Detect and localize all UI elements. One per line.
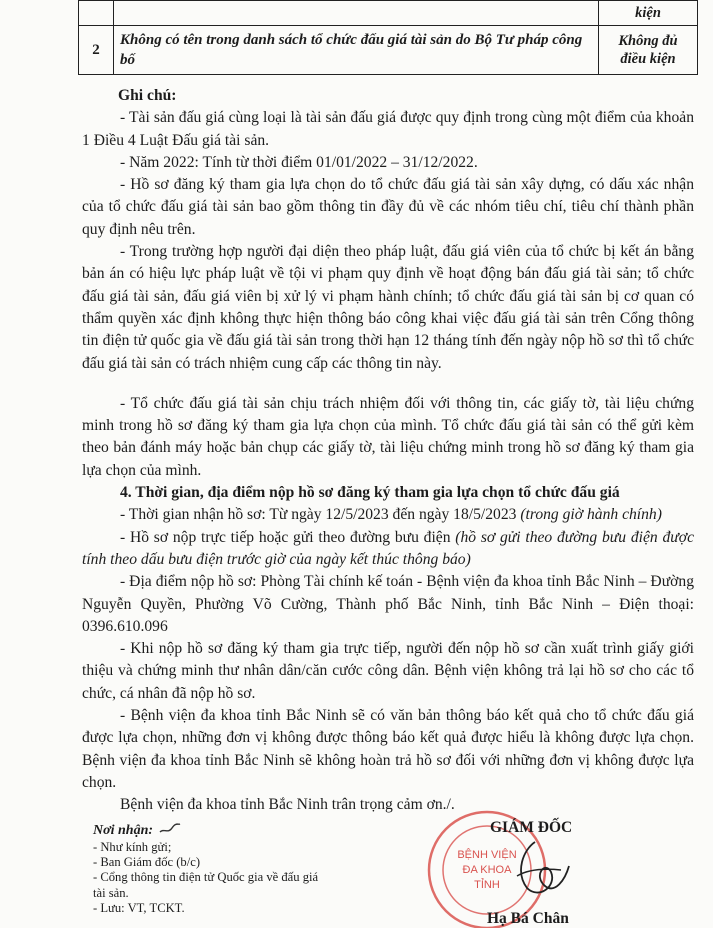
initial-mark-icon [158, 822, 182, 836]
note-item: - Tài sản đấu giá cùng loại là tài sản đấu giá được quy định trong cùng một điểm của khoản 1 Điều 4 Luật Đấu giá tài sản. [82, 109, 694, 149]
recipients-title: Nơi nhận: [93, 823, 154, 838]
svg-text:BỆNH VIỆN: BỆNH VIỆN [457, 849, 517, 861]
submission-direct: - Khi nộp hồ sơ đăng ký tham gia trực tiếp, người đến nộp hồ sơ cần xuất trình giấy giới thiệu và chứng minh thư nhân dân/căn cước công dân. Bệnh viện không trả lại hồ sơ cho các tổ chức, cá nhân đã nộp hồ sơ. [82, 640, 694, 702]
criteria-table [78, 0, 698, 75]
table-cell-no [79, 1, 114, 26]
table-row [79, 26, 698, 75]
notes-title: Ghi chú: [118, 87, 177, 104]
recipient-item: - Như kính gửi; [93, 840, 172, 854]
submission-time: - Thời gian nhận hồ sơ: Từ ngày 12/5/2023 đến ngày 18/5/2023 (trong giờ hành chính) [120, 506, 662, 524]
recipients-list [93, 840, 323, 916]
document-body [82, 85, 694, 817]
recipient-item: - Cổng thông tin điện tử Quốc gia về đấu giá tài sản. [93, 870, 319, 900]
table-row [79, 1, 698, 26]
svg-text:ĐA KHOA: ĐA KHOA [462, 864, 512, 876]
note-item: - Hồ sơ đăng ký tham gia lựa chọn do tổ chức đấu giá tài sản xây dựng, có dấu xác nhận của tổ chức đấu giá tài sản bao gồm thông tin đầy đủ về các nhóm tiêu chí, tiêu chí thành phần quy định nêu trên. [82, 176, 694, 238]
svg-text:TỈNH: TỈNH [474, 879, 500, 891]
recipient-item: - Lưu: VT, TCKT. [93, 900, 185, 915]
signer-name: Hạ Bá Chân [487, 910, 569, 927]
table-cell-result: Không đủ điều kiện [599, 26, 698, 75]
section-4-title: 4. Thời gian, địa điểm nộp hồ sơ đăng ký tham gia lựa chọn tổ chức đấu giá [120, 484, 620, 502]
note-item: - Trong trường hợp người đại diện theo pháp luật, đấu giá viên của tổ chức bị kết án bằng bản án có hiệu lực pháp luật về tội vi phạm quy định về hoạt động bán đấu giá tài sản; tổ chức đấu giá tài sản, đấu giá viên bị xử lý vi phạm hành chính; tổ chức đấu giá tài sản bị cơ quan có thẩm quyền xác định không thực hiện thông báo công khai việc đấu giá tài sản trên Cổng thông tin điện tử quốc gia về đấu giá tài sản trong thời hạn 12 tháng tính đến ngày nộp hồ sơ thì tổ chức đấu giá tài sản có trách nhiệm cung cấp các thông tin này. [82, 243, 694, 372]
closing-line: Bệnh viện đa khoa tỉnh Bắc Ninh trân trọng cảm ơn./. [120, 796, 455, 814]
handwritten-signature [505, 836, 575, 906]
table-cell-no: 2 [79, 26, 114, 75]
table-cell-result: kiện [599, 1, 698, 26]
table-cell-criterion: Không có tên trong danh sách tổ chức đấu giá tài sản do Bộ Tư pháp công bố [114, 26, 599, 75]
submission-method: - Hồ sơ nộp trực tiếp hoặc gửi theo đường bưu điện (hồ sơ gửi theo đường bưu điện được tính theo dấu bưu điện trước giờ của ngày kết thúc thông báo) [82, 528, 694, 568]
signer-title: GIÁM ĐỐC [490, 819, 573, 836]
note-item: - Tổ chức đấu giá tài sản chịu trách nhiệm đối với thông tin, các giấy tờ, tài liệu chứng minh trong hồ sơ đăng ký tham gia lựa chọn của mình. Tổ chức đấu giá tài sản có thể gửi kèm theo bản đánh máy hoặc bản chụp các giấy tờ, tài liệu chứng minh trong hồ sơ đăng ký tham gia lựa chọn của mình. [82, 394, 694, 479]
note-item: - Năm 2022: Tính từ thời điểm 01/01/2022 – 31/12/2022. [120, 153, 478, 171]
table-cell-criterion [114, 1, 599, 26]
recipient-item: - Ban Giám đốc (b/c) [93, 855, 201, 870]
submission-place: - Địa điểm nộp hồ sơ: Phòng Tài chính kế toán - Bệnh viện đa khoa tỉnh Bắc Ninh – Đường Nguyễn Quyền, Phường Võ Cường, Thành phố Bắc Ninh, tỉnh Bắc Ninh – Điện thoại: 0396.610.096 [82, 573, 694, 635]
result-notice: - Bệnh viện đa khoa tỉnh Bắc Ninh sẽ có văn bản thông báo kết quả cho tổ chức đấu giá được lựa chọn, những đơn vị không được thông báo kết quả được hiểu là không được lựa chọn. Bệnh viện đa khoa tỉnh Bắc Ninh sẽ không hoàn trả hồ sơ đối với những đơn vị không được lựa chọn. [82, 707, 694, 791]
